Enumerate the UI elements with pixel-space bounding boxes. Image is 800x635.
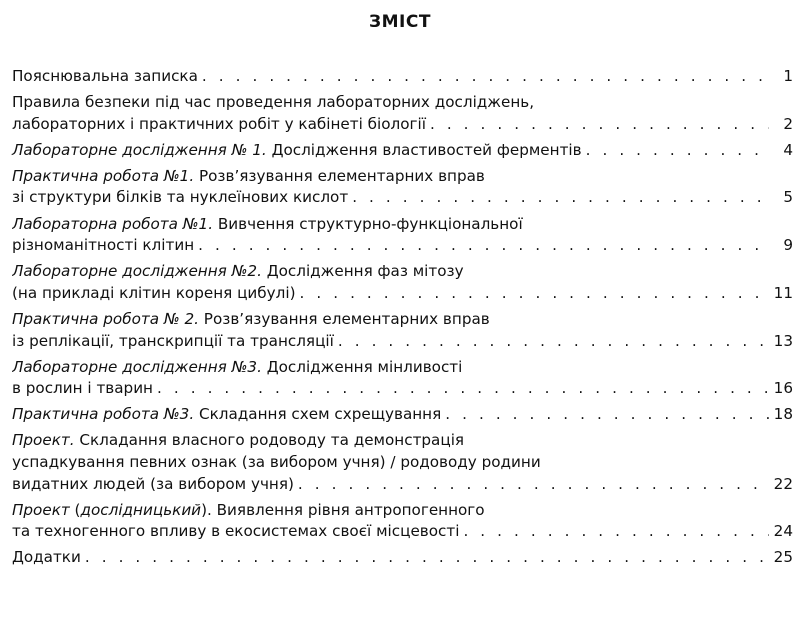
dot-leader xyxy=(441,404,769,426)
page-number: 5 xyxy=(783,188,793,207)
toc-entry[interactable]: Додатки . . . 25 xyxy=(12,547,793,569)
toc-entry[interactable]: Практична робота №3. Складання схем схрещування . . . 18 xyxy=(12,404,793,426)
page-title: ЗМІСТ xyxy=(369,12,431,32)
page-number: 2 xyxy=(783,114,793,133)
dot-leader xyxy=(194,235,769,257)
toc-entry[interactable]: Проект. Складання власного родоводу та демонстрація успадкування певних ознак (за вибором учня) / родоводу родини видатних людей (за вибором учня) . . . 22 xyxy=(12,430,793,495)
dot-leader xyxy=(198,66,769,88)
page-number: 11 xyxy=(773,283,793,302)
toc-entry[interactable]: Практична робота №1. Розв’язування елементарних вправ зі структури білків та нуклеїнових кислот . . . 5 xyxy=(12,166,793,209)
dot-leader xyxy=(459,521,769,543)
dot-leader xyxy=(294,474,769,496)
dot-leader xyxy=(582,140,769,162)
dot-leader xyxy=(81,547,769,569)
toc-entry[interactable]: Лабораторна робота №1. Вивчення структурно-функціональної різноманітності клітин . . . 9 xyxy=(12,214,793,257)
dot-leader xyxy=(426,114,769,136)
toc-entry[interactable]: Правила безпеки під час проведення лабораторних досліджень, лабораторних і практичних робіт у кабінеті біології . . . 2 xyxy=(12,92,793,135)
page-number: 18 xyxy=(773,405,793,424)
page-number: 13 xyxy=(773,331,793,350)
toc-entry[interactable]: Проект (дослідницький). Виявлення рівня антропогенного та техногенного впливу в екосистемах своєї місцевості . . . 24 xyxy=(12,500,793,543)
page-number: 1 xyxy=(783,67,793,85)
dot-leader xyxy=(348,187,769,209)
page-number: 22 xyxy=(773,474,793,493)
page-number: 9 xyxy=(783,236,793,255)
dot-leader xyxy=(334,331,769,353)
page-number: 4 xyxy=(783,140,793,159)
table-of-contents xyxy=(12,66,793,573)
page-number: 16 xyxy=(773,379,793,398)
dot-leader xyxy=(153,378,769,400)
toc-entry[interactable]: Пояснювальна записка . . . 1 xyxy=(12,66,793,88)
toc-entry[interactable]: Лабораторне дослідження №2. Дослідження фаз мітозу (на прикладі клітин кореня цибулі) . . . 11 xyxy=(12,261,793,304)
toc-entry[interactable]: Лабораторне дослідження № 1. Дослідження властивостей ферментів . . . 4 xyxy=(12,140,793,162)
page-number: 24 xyxy=(773,522,793,541)
page-number: 25 xyxy=(773,548,793,567)
dot-leader xyxy=(296,283,770,305)
toc-entry[interactable]: Практична робота № 2. Розв’язування елементарних вправ із реплікації, транскрипції та трансляції . . . 13 xyxy=(12,309,793,352)
toc-entry[interactable]: Лабораторне дослідження №3. Дослідження мінливості в рослин і тварин . . . 16 xyxy=(12,357,793,400)
